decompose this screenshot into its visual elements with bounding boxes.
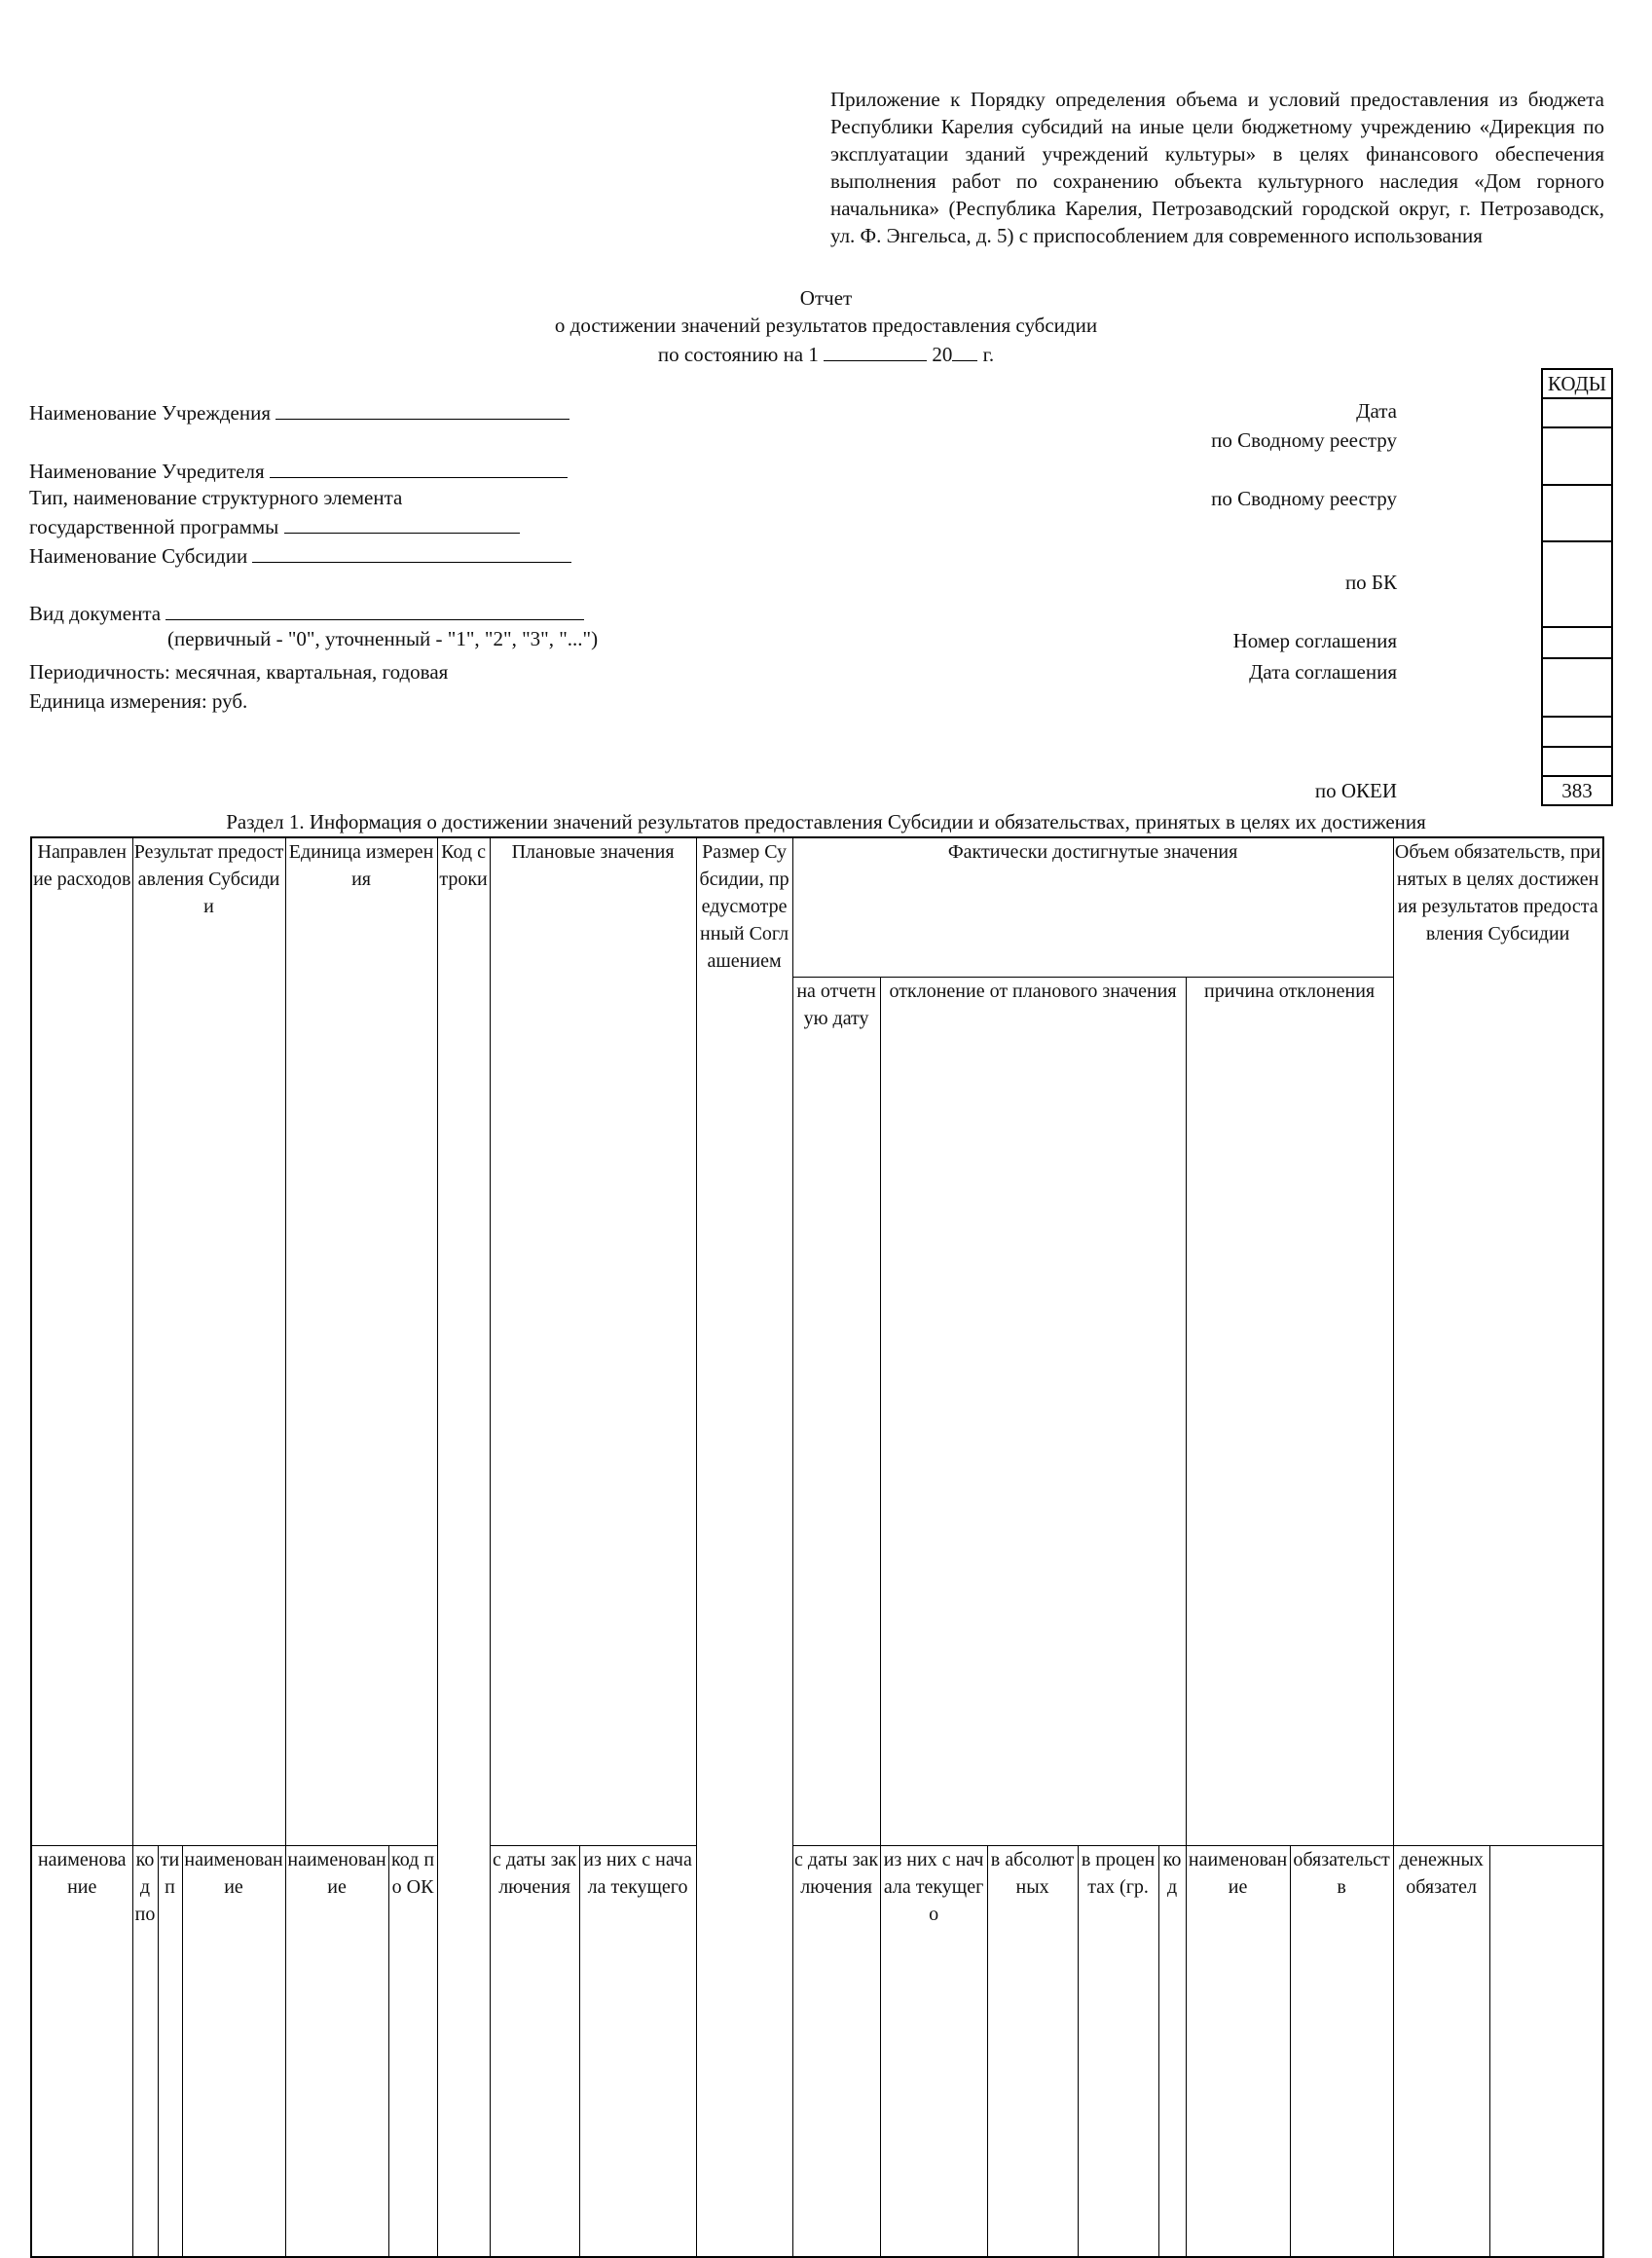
sub-planned-current: из них с начала текущего [579,1846,696,2257]
doc-type-label: Вид документа [29,602,162,625]
report-title: Отчет [799,286,853,310]
sub-dev-percent: в процентах (гр. [1078,1846,1158,2257]
field-founder [29,458,568,484]
program-type-label-1: Тип, наименование структурного элемента [29,486,403,509]
appendix-text: Приложение к Порядку определения объема и условий предоставления из бюджета Республики Карелия субсидий на иные цели бюджетному учреждению «Дирекция по эксплуатации зданий учреждений культуры» в целях финансового обеспечения выполнения работ по сохранению объекта культурного наследия «Дом горного начальника» (Республика Карелия, Петрозаводский городской округ, г. Петрозаводск, ул. Ф. Энгельса, д. 5) с приспособлением для современного использования [830,88,1604,247]
code-label-registry-2: по Сводному реестру [1211,487,1397,510]
field-doc-type [29,600,584,626]
code-cell-bk[interactable] [1542,541,1612,627]
code-cell-registry-1[interactable] [1542,427,1612,485]
code-cell-okei: 383 [1542,776,1612,805]
codes-table [1541,368,1613,806]
field-program [29,513,520,539]
col-unit: Единица измерения [285,837,437,1846]
institution-blank[interactable] [275,399,569,420]
sub-planned-from-date: с даты заключения [490,1846,579,2257]
col-obligations: Объем обязательств, принятых в целях достижения результатов предоставления Субсидии [1393,837,1602,1846]
code-cell-agreement-number[interactable] [1542,627,1612,658]
sub-reason-code: код [1158,1846,1186,2257]
col-reason: причина отклонения [1186,978,1393,1846]
program-type-label-2: государственной программы [29,515,279,538]
date-month-blank[interactable] [824,341,927,361]
col-on-date: на отчетную дату [792,978,880,1846]
subsidy-label: Наименование Субсидии [29,544,248,568]
col-row-code: Код строки [437,837,490,2257]
code-label-agreement-date: Дата соглашения [1249,660,1397,684]
doc-type-hint: (первичный - "0", уточненный - "1", "2", "3", "...") [167,627,599,650]
sub-dev-current: из них с начала текущего [880,1846,987,2257]
code-cell-spacer[interactable] [1542,747,1612,776]
report-subtitle: о достижении значений результатов предоставления субсидии [554,314,1098,337]
date-prefix: по состоянию на 1 [657,343,819,366]
date-suffix: г. [982,343,995,366]
founder-label: Наименование Учредителя [29,460,265,483]
sub-reason-name: наименование [1186,1846,1290,2257]
sub-okei-code: код по ОК [388,1846,437,2257]
codes-header: КОДЫ [1542,369,1612,398]
sub-result-type: тип [158,1846,182,2257]
code-cell-agreement-date[interactable] [1542,658,1612,717]
sub-money-obligations: денежных обязател [1393,1846,1489,2257]
report-date-line [0,341,1652,367]
code-label-date: Дата [1356,399,1397,423]
code-cell-date[interactable] [1542,398,1612,427]
section-title: Раздел 1. Информация о достижении значений результатов предоставления Субсидии и обязательствах, принятых в целях их достижения [226,810,1426,833]
unit-of-measure: Единица измерения: руб. [29,689,248,713]
sub-direction-name: наименование [31,1846,132,2257]
col-subsidy-size: Размер Субсидии, предусмотренный Соглашением [696,837,792,2257]
program-blank[interactable] [284,513,520,534]
sub-obligations: обязательств [1290,1846,1393,2257]
col-unused [1602,837,1603,2257]
col-actual: Фактически достигнутые значения [792,837,1393,978]
field-subsidy [29,542,571,569]
sub-bk-code: код по [132,1846,158,2257]
code-label-agreement-number: Номер соглашения [1232,629,1397,652]
doc-type-blank[interactable] [165,600,584,620]
col-deviation: отклонение от планового значения [880,978,1186,1846]
subsidy-blank[interactable] [252,542,571,563]
founder-blank[interactable] [270,458,568,478]
sub-unit-name: наименование [285,1846,388,2257]
institution-label: Наименование Учреждения [29,401,271,425]
col-result: Результат предоставления Субсидии [132,837,285,1846]
code-label-registry-1: по Сводному реестру [1211,428,1397,452]
date-year-blank[interactable] [952,341,977,361]
date-year-prefix: 20 [932,343,953,366]
results-table [30,836,1604,2258]
col-planned: Плановые значения [490,837,696,1846]
code-cell-registry-2[interactable] [1542,485,1612,541]
code-label-okei: по ОКЕИ [1314,779,1397,802]
code-label-bk: по БК [1344,571,1397,594]
sub-actual-from-date: с даты заключения [792,1846,880,2257]
code-cell-extra[interactable] [1542,717,1612,747]
periodicity: Периодичность: месячная, квартальная, годовая [29,660,449,684]
field-institution [29,399,569,426]
sub-result-name: наименование [182,1846,285,2257]
col-direction: Направление расходов [31,837,132,1846]
sub-dev-absolute: в абсолютных [987,1846,1078,2257]
